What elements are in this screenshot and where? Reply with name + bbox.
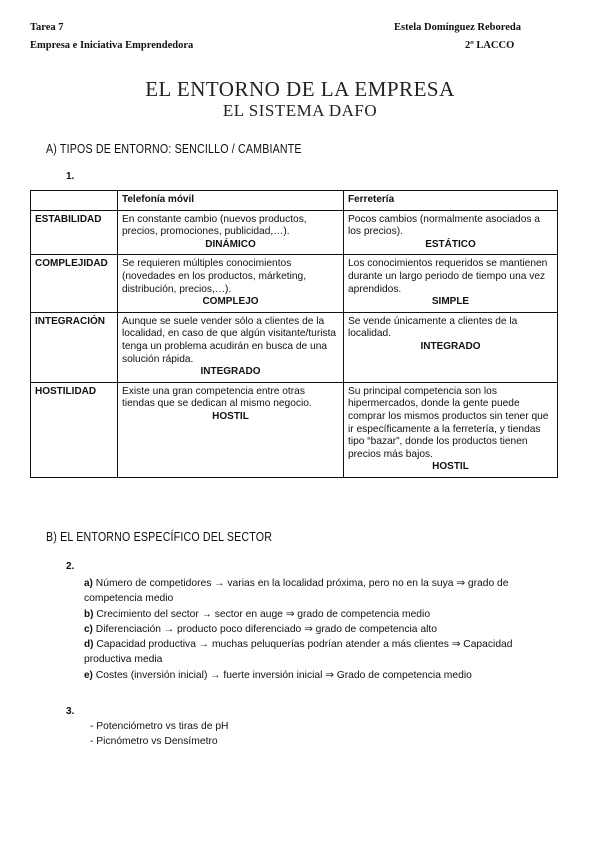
table-cell bbox=[344, 382, 558, 477]
item-text: Capacidad productiva → muchas peluquerías podrían atender a más clientes ⇒ Capacidad productiva media bbox=[84, 639, 513, 666]
cell-verdict: DINÁMICO bbox=[205, 238, 256, 250]
table-cell bbox=[118, 382, 344, 477]
table-cell bbox=[118, 312, 344, 382]
table-cell bbox=[344, 210, 558, 255]
row-label: HOSTILIDAD bbox=[31, 382, 118, 477]
header-course: 2º LACCO bbox=[465, 40, 515, 51]
cell-text: Se requieren múltiples conocimientos (novedades en los productos, márketing, distribución, precios,…). bbox=[122, 258, 307, 295]
list-item bbox=[84, 576, 554, 607]
cell-verdict: INTEGRADO bbox=[420, 340, 481, 352]
section-b-heading: B) EL ENTORNO ESPECÍFICO DEL SECTOR bbox=[46, 529, 273, 544]
instrument-list bbox=[90, 719, 229, 749]
section-b-number: 2. bbox=[66, 561, 75, 572]
table-header-row bbox=[31, 191, 558, 211]
entorno-table bbox=[30, 190, 558, 478]
item-text: Diferenciación → producto poco diferenciado ⇒ grado de competencia alto bbox=[95, 623, 437, 635]
competition-factors-list bbox=[84, 576, 554, 683]
item-text: Número de competidores → varias en la localidad próxima, pero no en la suya ⇒ grado de competencia medio bbox=[84, 578, 509, 605]
col-header-ferreteria: Ferretería bbox=[344, 191, 558, 211]
table-cell bbox=[344, 255, 558, 312]
header-author: Estela Domínguez Reboreda bbox=[394, 22, 521, 33]
list-item bbox=[84, 637, 554, 668]
item-letter: c) bbox=[84, 623, 93, 635]
item-text: Costes (inversión inicial) → fuerte inversión inicial ⇒ Grado de competencia medio bbox=[95, 669, 472, 681]
cell-text: Su principal competencia son los hipermercados, donde la gente puede comprar los mismos productos sin tener que ir específicamente a la ferretería, y tiendas tipo “bazar”, donde los productos tienen precios más bajos. bbox=[348, 385, 549, 460]
list-item: - Picnómetro vs Densímetro bbox=[90, 736, 218, 747]
table-row bbox=[31, 255, 558, 312]
table-row bbox=[31, 210, 558, 255]
item-text: Crecimiento del sector → sector en auge ⇒ grado de competencia medio bbox=[96, 608, 431, 620]
section-a-heading: A) TIPOS DE ENTORNO: SENCILLO / CAMBIANTE bbox=[46, 141, 302, 156]
item-letter: a) bbox=[84, 578, 93, 589]
col-header-telefonia: Telefonía móvil bbox=[118, 191, 344, 211]
section-a-number: 1. bbox=[66, 171, 75, 182]
row-label: COMPLEJIDAD bbox=[31, 255, 118, 312]
cell-text: Aunque se suele vender sólo a clientes de la localidad, en caso de que algún visitante/turista tenga un problema acudirán en busca de una solución rápida. bbox=[122, 315, 337, 365]
row-label: ESTABILIDAD bbox=[31, 210, 118, 255]
table-row bbox=[31, 312, 558, 382]
cell-text: Se vende únicamente a clientes de la localidad. bbox=[348, 315, 518, 340]
table-row bbox=[31, 382, 558, 477]
section-b-number-3: 3. bbox=[66, 706, 75, 717]
cell-verdict: HOSTIL bbox=[432, 461, 469, 473]
cell-verdict: ESTÁTICO bbox=[425, 238, 476, 250]
table-cell bbox=[118, 210, 344, 255]
cell-verdict: HOSTIL bbox=[212, 410, 249, 422]
item-letter: b) bbox=[84, 608, 94, 620]
table-cell bbox=[344, 312, 558, 382]
list-item bbox=[84, 607, 554, 622]
header-subject-task: Tarea 7 bbox=[30, 22, 64, 33]
cell-text: En constante cambio (nuevos productos, precios, promociones, publicidad,…). bbox=[122, 213, 307, 238]
list-item: - Potenciómetro vs tiras de pH bbox=[90, 721, 229, 732]
list-item bbox=[84, 668, 554, 683]
cell-text: Los conocimientos requeridos se mantienen durante un largo periodo de tiempo una vez aprendidos. bbox=[348, 258, 548, 295]
item-letter: d) bbox=[84, 639, 94, 651]
cell-text: Existe una gran competencia entre otras tiendas que se dedican al mismo negocio. bbox=[122, 385, 312, 410]
row-label: INTEGRACIÓN bbox=[31, 312, 118, 382]
cell-verdict: INTEGRADO bbox=[200, 366, 261, 378]
header-subject-name: Empresa e Iniciativa Emprendedora bbox=[30, 40, 194, 51]
page-title: EL ENTORNO DE LA EMPRESA bbox=[145, 77, 455, 101]
item-letter: e) bbox=[84, 669, 93, 681]
page-subtitle: EL SISTEMA DAFO bbox=[222, 101, 378, 120]
cell-verdict: COMPLEJO bbox=[202, 296, 259, 308]
list-item bbox=[84, 622, 554, 637]
cell-text: Pocos cambios (normalmente asociados a los precios). bbox=[348, 213, 540, 238]
cell-verdict: SIMPLE bbox=[431, 296, 470, 308]
table-cell bbox=[118, 255, 344, 312]
table-corner-cell bbox=[31, 191, 118, 211]
